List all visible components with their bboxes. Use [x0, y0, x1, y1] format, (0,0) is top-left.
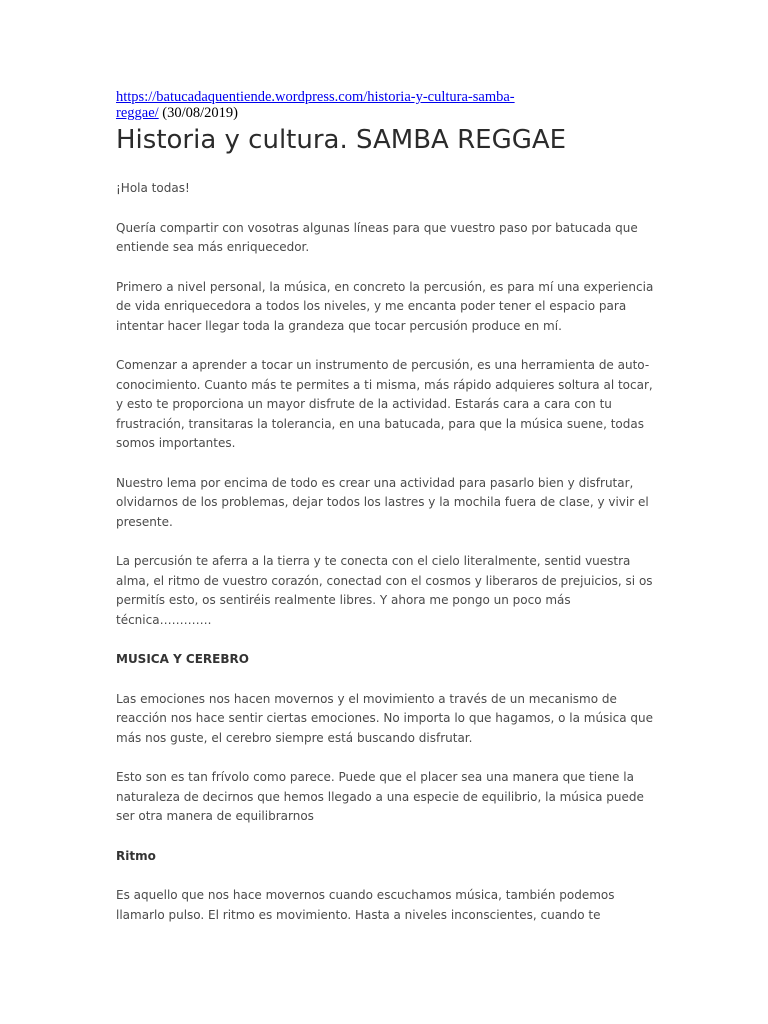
paragraph-motto: Nuestro lema por encima de todo es crear una actividad para pasarlo bien y disfrutar, olvidarnos de los problemas, dejar todos los lastres y la mochila fuera de clase, y vivir el presente. — [116, 475, 649, 529]
source-date: (30/08/2019) — [162, 105, 239, 121]
source-link-line2: reggae/ — [116, 105, 159, 121]
paragraph-pleasure: Esto son es tan frívolo como parece. Puede que el placer sea una manera que tiene la naturaleza de decirnos que hemos llegado a una especie de equilibrio, la música puede ser otra manera de equilibrarnos — [116, 770, 644, 823]
paragraph-greeting: ¡Hola todas! — [116, 181, 190, 195]
section-heading-ritmo: Ritmo — [116, 848, 156, 863]
page-title: Historia y cultura. SAMBA REGGAE — [116, 125, 567, 155]
paragraph-rhythm: Es aquello que nos hace movernos cuando escuchamos música, también podemos llamarlo pulso. El ritmo es movimiento. Hasta a niveles inconscientes, cuando te — [116, 888, 615, 922]
paragraph-learning: Comenzar a aprender a tocar un instrumento de percusión, es una herramienta de auto-conocimiento. Cuanto más te permites a ti misma, más rápido adquieres soltura al tocar, y esto te proporciona un mayor disfrute de la actividad. Estarás cara a cara con tu frustración, transitaras la tolerancia, en una batucada, para que la música suene, todas somos importantes. — [116, 358, 653, 450]
section-heading-musica-cerebro: MUSICA Y CEREBRO — [116, 652, 249, 666]
document-page — [116, 89, 656, 945]
paragraph-emotions: Las emociones nos hacen movernos y el movimiento a través de un mecanismo de reacción nos hace sentir ciertas emociones. No importa lo que hagamos, o la música que más nos guste, el cerebro siempre está buscando disfrutar. — [116, 691, 654, 745]
source-link-line1: https://batucadaquentiende.wordpress.com/historia-y-cultura-samba- — [116, 89, 515, 105]
paragraph-percussion: La percusión te aferra a la tierra y te conecta con el cielo literalmente, sentid vuestra alma, el ritmo de vuestro corazón, conectad con el cosmos y liberaros de prejuicios, si os permitís esto, os sentiréis realmente libres. Y ahora me pongo un poco más técnica…………. — [116, 554, 653, 627]
paragraph-personal: Primero a nivel personal, la música, en concreto la percusión, es para mí una experiencia de vida enriquecedora a todos los niveles, y me encanta poder tener el espacio para intentar hacer llegar toda la grandeza que tocar percusión produce en mí. — [116, 279, 654, 333]
article-body — [116, 179, 656, 925]
source-citation — [116, 89, 656, 121]
paragraph-intro: Quería compartir con vosotras algunas líneas para que vuestro paso por batucada que entiende sea más enriquecedor. — [116, 220, 638, 254]
